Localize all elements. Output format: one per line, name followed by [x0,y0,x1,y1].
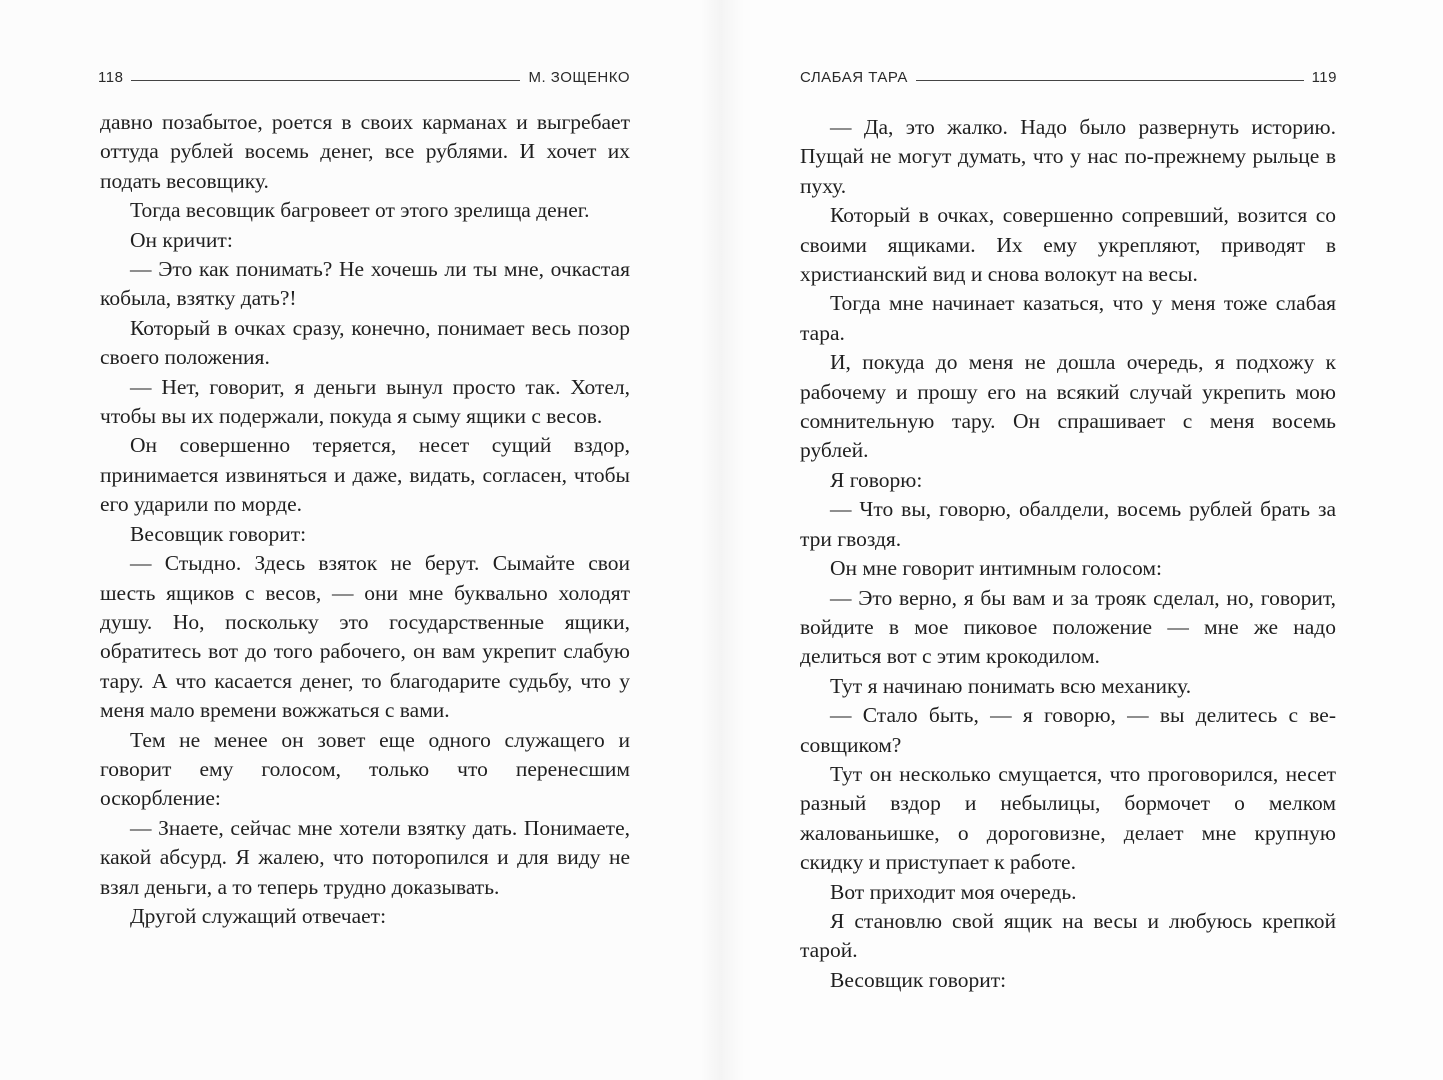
left-page-header [98,62,630,86]
left-header-rule [131,80,520,81]
paragraph: Я становлю свой ящик на весы и любуюсь крепкой тарой. [800,908,1336,963]
right-header-rule [916,80,1304,81]
paragraph: Который в очках, совершенно сопревший, возится со своими ящиками. Их ему укрепляют, приводят в христианский вид и снова волокут на весы. [800,203,1336,287]
book-gutter [700,0,744,1080]
paragraph: — Да, это жалко. Надо было развернуть историю. Пущай не могут думать, что у нас по-прежнему рыльце в пуху. [800,115,1336,198]
paragraph: Он совершенно теряется, несет сущий вздор, принимается извиняться и даже, видать, согласен, чтобы его ударили по морде. [100,433,630,517]
paragraph: давно позабытое, роется в своих карманах и выгребает оттуда рублей восемь денег, все рублями. И хочет их подать весовщику. [100,110,630,193]
paragraph: — Что вы, говорю, обалдели, восемь рублей брать за три гвоздя. [800,497,1336,551]
paragraph: — Это верно, я бы вам и за трояк сделал, но, говорит, войдите в мое пиковое положение — мне же надо делиться вот с этим крокодилом. [800,585,1336,669]
paragraph: Тут он несколько смущается, что проговорился, несет разный вздор и небылицы, бормочет о мелком жалованьишке, о дороговизне, делает мне крупную скидку и приступает к работе. [800,761,1336,875]
paragraph: И, покуда до меня не дошла очередь, я подхожу к рабочему и прошу его на всякий случай укрепить мою сомнительную тару. Он спрашивает с меня восемь рублей. [800,350,1336,463]
left-page-number: 118 [98,69,124,86]
paragraph: — Стыдно. Здесь взяток не берут. Сымайте свои шесть ящиков с весов, — они мне буквально холодят душу. Но, поскольку это государственные ящики, обратитесь вот до того рабочего, он вам укрепит слабую тару. А что касается денег, то благодарите судьбу, что у меня мало времени вожжаться с вами. [100,551,630,723]
right-page [722,0,1443,1080]
left-page-text [100,108,630,931]
paragraph: Весовщик говорит: [830,967,1007,992]
paragraph: Он мне говорит интимным голосом: [830,556,1162,581]
left-running-head: М. ЗОЩЕНКО [528,69,630,86]
right-page-header [800,62,1337,86]
right-running-head: СЛАБАЯ ТАРА [800,69,908,86]
paragraph: Вот приходит моя очередь. [830,879,1077,904]
paragraph: Он кричит: [130,227,233,252]
paragraph: Тут я начинаю понимать всю механику. [830,673,1192,698]
right-page-text [800,113,1336,995]
paragraph: — Это как понимать? Не хочешь ли ты мне, очкастая кобыла, взятку дать?! [100,257,630,311]
paragraph: Я говорю: [830,467,923,492]
paragraph: — Знаете, сейчас мне хотели взятку дать. Понимаете, какой абсурд. Я жалею, что поторопился и для виду не взял деньги, а то теперь трудно доказывать. [100,815,630,899]
paragraph: Который в очках сразу, конечно, понимает весь позор своего положения. [100,315,630,370]
paragraph: Тем не менее он зовет еще одного служащего и говорит ему голосом, только что перенесшим оскорбление: [100,727,630,811]
paragraph: Тогда мне начинает казаться, что у меня тоже слабая тара. [800,291,1336,345]
paragraph: — Стало быть, — я говорю, — вы делитесь с весовщиком? [800,703,1336,757]
right-page-number: 119 [1311,69,1337,86]
paragraph: Тогда весовщик багровеет от этого зрелища денег. [130,198,590,223]
paragraph: — Нет, говорит, я деньги вынул просто так. Хотел, чтобы вы их подержали, покуда я сыму ящики с весов. [100,374,630,429]
paragraph: Другой служащий отвечает: [130,903,387,928]
paragraph: Весовщик говорит: [130,521,307,546]
